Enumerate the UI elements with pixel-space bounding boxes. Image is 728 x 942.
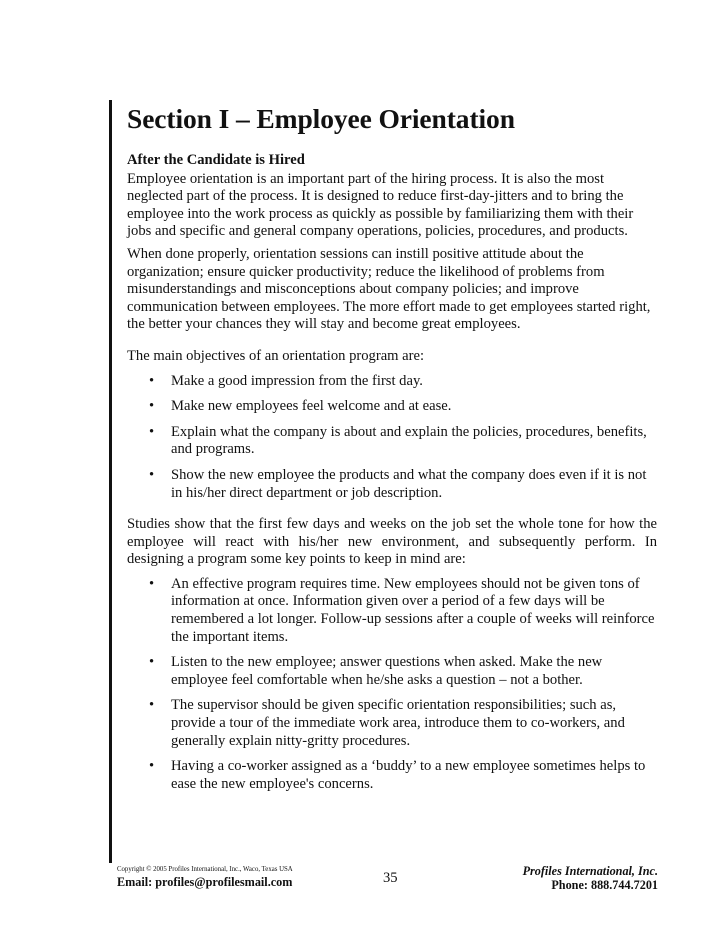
subheading: After the Candidate is Hired bbox=[127, 152, 305, 168]
section-title: Section I – Employee Orientation bbox=[127, 103, 515, 134]
list-item-text: Make new employees feel welcome and at ease. bbox=[171, 398, 452, 415]
key-points-list bbox=[127, 576, 657, 794]
list-item bbox=[127, 467, 657, 502]
list-item bbox=[127, 424, 657, 459]
benefits-paragraph: When done properly, orientation sessions can instill positive attitude about the organization; ensure quicker productivity; reduce the likelihood of problems from misunderstandings and misconceptions about company policies; and improve communication between employees. The more effort made to get employees started right, the better your chances they will stay and become great employees. bbox=[127, 245, 651, 333]
margin-rule bbox=[109, 100, 112, 863]
bullet-icon: • bbox=[149, 372, 155, 389]
footer-company-name: Profiles International, Inc. bbox=[522, 864, 658, 878]
page-footer bbox=[115, 858, 658, 898]
list-item bbox=[127, 654, 657, 689]
bullet-icon: • bbox=[149, 575, 155, 592]
objectives-list bbox=[127, 373, 657, 503]
list-item-text: The supervisor should be given specific orientation responsibilities; such as, provide a tour of the immediate work area, introduce them to co-workers, and generally explain nitty-gritty procedures. bbox=[171, 697, 625, 749]
bullet-icon: • bbox=[149, 697, 155, 714]
list-item-text: Make a good impression from the first day. bbox=[171, 372, 423, 389]
list-item bbox=[127, 697, 657, 750]
list-item bbox=[127, 758, 657, 793]
list-item-text: Explain what the company is about and explain the policies, procedures, benefits, and programs. bbox=[171, 423, 647, 458]
bullet-icon: • bbox=[149, 654, 155, 671]
list-item-text: Listen to the new employee; answer questions when asked. Make the new employee feel comfortable when he/she asks a question – not a bother. bbox=[171, 654, 603, 688]
list-item bbox=[127, 576, 657, 646]
studies-paragraph: Studies show that the first few days and weeks on the job set the whole tone for how the employee will react with his/her new environment, and subsequently perform. In designing a program some key points to keep in mind are: bbox=[127, 516, 657, 568]
list-item bbox=[127, 373, 657, 391]
footer-email: Email: profiles@profilesmail.com bbox=[117, 875, 293, 889]
intro-paragraph: Employee orientation is an important part of the hiring process. It is also the most neglected part of the process. It is designed to reduce first-day-jitters and to bring the employee into the work process as quickly as possible by familiarizing them with their jobs and specific and general company operations, policies, procedures, and products. bbox=[127, 170, 634, 240]
objectives-intro: The main objectives of an orientation program are: bbox=[127, 347, 425, 364]
footer-copyright: Copyright © 2005 Profiles International, Inc., Waco, Texas USA bbox=[117, 866, 293, 873]
page-content bbox=[127, 103, 657, 793]
list-item-text: Show the new employee the products and what the company does even if it is not in his/her direct department or job description. bbox=[171, 466, 647, 501]
list-item-text: An effective program requires time. New employees should not be given tons of information at once. Information given over a period of a few days will be remembered a lot longer. Follow-up sessions after a couple of weeks will reinforce the important items. bbox=[171, 575, 655, 645]
list-item-text: Having a co-worker assigned as a ‘buddy’ to a new employee sometimes helps to ease the new employee's concerns. bbox=[171, 758, 646, 792]
list-item bbox=[127, 398, 657, 416]
page-number: 35 bbox=[383, 870, 398, 886]
footer-phone: Phone: 888.744.7201 bbox=[551, 878, 658, 892]
bullet-icon: • bbox=[149, 423, 155, 440]
bullet-icon: • bbox=[149, 466, 155, 483]
bullet-icon: • bbox=[149, 758, 155, 775]
bullet-icon: • bbox=[149, 398, 155, 415]
